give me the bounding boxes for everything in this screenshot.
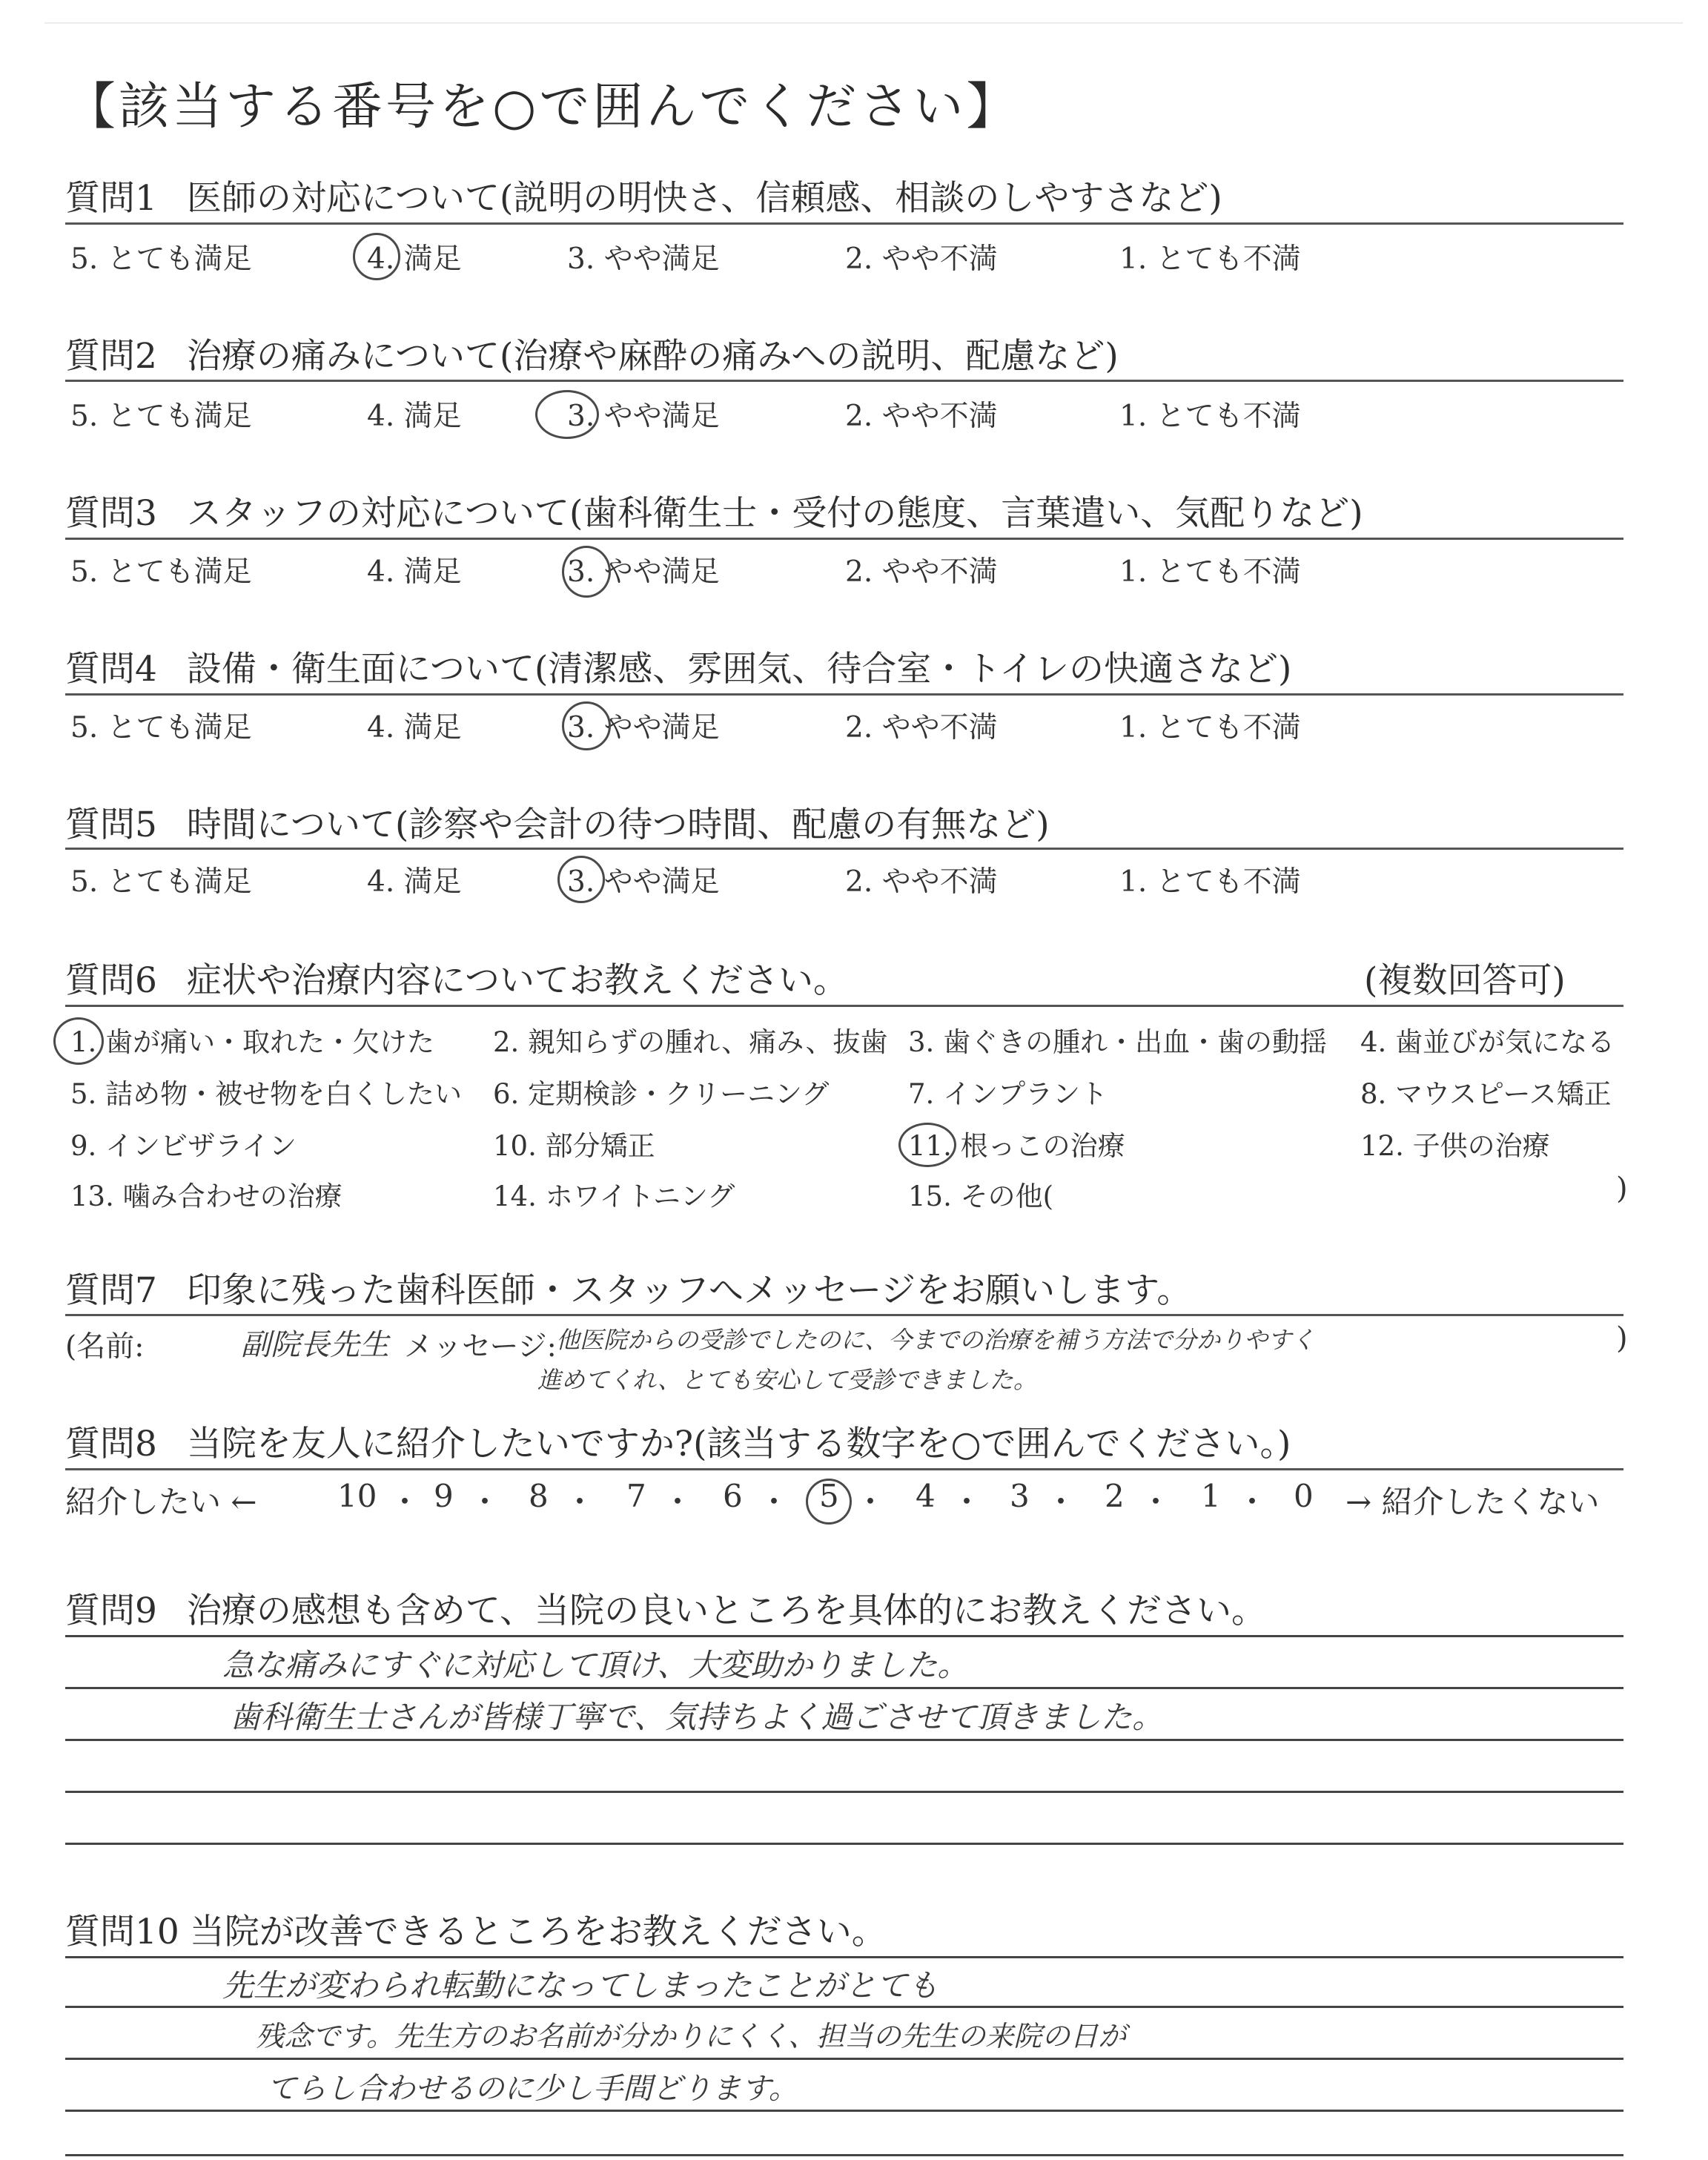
q8-text: 当院を友人に紹介したいですか?(該当する数字を○で囲んでください。): [186, 1424, 1291, 1464]
q2-selection-circle: [535, 390, 599, 439]
q3-option-1[interactable]: 1. とても不満: [1119, 555, 1301, 589]
q1-option-4[interactable]: 4. 満足: [367, 242, 462, 276]
q6-item-5[interactable]: 5. 詰め物・被せ物を白くしたい: [70, 1078, 463, 1110]
q7-message-handwritten-line1: 他医院からの受診でしたのに、今までの治療を補う方法で分かりやすく: [556, 1326, 1316, 1354]
q2-number: 質問2: [65, 336, 157, 377]
q3-text: スタッフの対応について(歯科衛生士・受付の態度、言葉遣い、気配りなど): [186, 493, 1363, 534]
q5-option-2[interactable]: 2. やや不満: [845, 865, 998, 899]
q2-option-5[interactable]: 5. とても満足: [70, 400, 252, 433]
q6-item-11[interactable]: 11. 根っこの治療: [908, 1130, 1125, 1162]
q6-item-4[interactable]: 4. 歯並びが気になる: [1360, 1026, 1615, 1058]
q9-answer-rule-5: [65, 1843, 1623, 1845]
q2-option-3[interactable]: 3. やや満足: [567, 400, 720, 433]
q4-option-3[interactable]: 3. やや満足: [567, 711, 720, 744]
q10-answer-handwritten-line3: てらし合わせるのに少し手間どります。: [267, 2072, 798, 2106]
q6-text: 症状や治療内容についてお教えください。: [186, 960, 848, 1001]
q8-scale-number-6[interactable]: 6: [723, 1478, 743, 1514]
q8-title: [65, 1416, 1291, 1466]
q10-answer-rule-5: [65, 2154, 1623, 2156]
q1-title: [65, 171, 1222, 220]
q5-option-3[interactable]: 3. やや満足: [567, 865, 720, 899]
q10-answer-handwritten-line1: 先生が変わられ転勤になってしまったことがとても: [222, 1967, 939, 2004]
q7-message-handwritten-line2: 進めてくれ、とても安心して受診できました。: [537, 1366, 1037, 1394]
q4-option-5[interactable]: 5. とても満足: [70, 711, 252, 744]
q2-title: [65, 328, 1119, 378]
q8-scale-separator: ・: [662, 1484, 694, 1520]
q4-option-4[interactable]: 4. 満足: [367, 711, 462, 744]
q7-close-paren: ): [1616, 1321, 1628, 1355]
q8-scale-separator: ・: [1237, 1484, 1268, 1520]
q10-answer-handwritten-line2: 残念です。先生方のお名前が分かりにくく、担当の先生の来院の日が: [256, 2020, 1127, 2052]
q10-text: 当院が改善できるところをお教えください。: [189, 1912, 887, 1952]
q3-option-2[interactable]: 2. やや不満: [845, 555, 998, 589]
q5-option-5[interactable]: 5. とても満足: [70, 865, 252, 899]
q1-option-2[interactable]: 2. やや不満: [845, 242, 998, 276]
q5-selection-circle: [557, 856, 605, 903]
q9-number: 質問9: [65, 1591, 157, 1631]
q6-item-11-selection-circle: [898, 1123, 956, 1167]
q2-text: 治療の痛みについて(治療や麻酔の痛みへの説明、配慮など): [186, 336, 1119, 377]
q2-option-1[interactable]: 1. とても不満: [1119, 400, 1301, 433]
q4-selection-circle: [562, 701, 611, 750]
q5-number: 質問5: [65, 805, 157, 845]
q9-answer-rule-3: [65, 1739, 1623, 1741]
q7-number: 質問7: [65, 1270, 157, 1311]
q6-item-15[interactable]: 15. その他(: [908, 1180, 1054, 1212]
q7-text: 印象に残った歯科医師・スタッフへメッセージをお願いします。: [186, 1270, 1192, 1311]
q6-item-14[interactable]: 14. ホワイトニング: [493, 1180, 735, 1212]
q10-answer-rule-1: [65, 1956, 1623, 1958]
q6-item-1[interactable]: 1. 歯が痛い・取れた・欠けた: [70, 1026, 435, 1058]
q9-answer-rule-4: [65, 1791, 1623, 1793]
q3-option-5[interactable]: 5. とても満足: [70, 555, 252, 589]
q6-other-close-paren: ): [1616, 1172, 1628, 1206]
q8-scale-separator: ・: [951, 1484, 983, 1520]
q8-scale-separator: ・: [469, 1484, 501, 1520]
q8-scale-separator: ・: [389, 1484, 421, 1520]
q1-option-3[interactable]: 3. やや満足: [567, 242, 720, 276]
q6-item-3[interactable]: 3. 歯ぐきの腫れ・出血・歯の動揺: [908, 1026, 1328, 1058]
q8-scale-separator: ・: [855, 1484, 887, 1520]
q9-answer-handwritten-line2: 歯科衛生士さんが皆様丁寧で、気持ちよく過ごさせて頂きました。: [230, 1699, 1164, 1735]
q6-number: 質問6: [65, 960, 157, 1001]
q6-item-8[interactable]: 8. マウスピース矯正: [1360, 1078, 1612, 1110]
q8-scale-separator: ・: [1045, 1484, 1077, 1520]
q3-option-3[interactable]: 3. やや満足: [567, 555, 720, 589]
q10-answer-rule-2: [65, 2006, 1623, 2008]
q8-scale-number-0[interactable]: 0: [1294, 1478, 1314, 1514]
q1-text: 医師の対応について(説明の明快さ、信頼感、相談のしやすさなど): [186, 178, 1222, 219]
q4-rule: [65, 693, 1623, 696]
q3-title: [65, 486, 1363, 535]
q9-answer-rule-1: [65, 1635, 1623, 1637]
q8-scale-number-2[interactable]: 2: [1105, 1478, 1125, 1514]
q3-selection-circle: [562, 546, 611, 598]
q8-scale-number-5[interactable]: 5: [819, 1478, 839, 1514]
q6-item-10[interactable]: 10. 部分矯正: [493, 1130, 655, 1162]
q8-not-recommend-label: → 紹介したくない: [1345, 1484, 1600, 1520]
q3-option-4[interactable]: 4. 満足: [367, 555, 462, 589]
q8-number: 質問8: [65, 1424, 157, 1464]
q4-option-2[interactable]: 2. やや不満: [845, 711, 998, 744]
q6-item-2[interactable]: 2. 親知らずの腫れ、痛み、抜歯: [493, 1026, 888, 1058]
q6-item-6[interactable]: 6. 定期検診・クリーニング: [493, 1078, 830, 1110]
q2-rule: [65, 380, 1623, 382]
q1-rule: [65, 222, 1623, 225]
q9-answer-rule-2: [65, 1687, 1623, 1689]
q10-answer-rule-3: [65, 2058, 1623, 2060]
q8-scale-number-10[interactable]: 10: [337, 1478, 377, 1514]
q8-scale-number-7[interactable]: 7: [626, 1478, 646, 1514]
q6-item-12[interactable]: 12. 子供の治療: [1360, 1130, 1550, 1162]
q6-item-1-selection-circle: [53, 1017, 104, 1065]
q4-option-1[interactable]: 1. とても不満: [1119, 711, 1301, 744]
q7-rule: [65, 1314, 1623, 1316]
form-heading: 【該当する番号を○で囲んでください】: [65, 78, 1020, 136]
q3-number: 質問3: [65, 493, 157, 534]
q5-title: [65, 797, 1050, 847]
q8-scale-separator: ・: [1140, 1484, 1172, 1520]
q10-number: 質問10: [65, 1912, 179, 1952]
q10-title: [65, 1904, 887, 1954]
q8-scale-number-4[interactable]: 4: [916, 1478, 936, 1514]
q8-scale-number-3[interactable]: 3: [1010, 1478, 1030, 1514]
q8-rule: [65, 1468, 1623, 1470]
q6-multiple-answers-note: (複数回答可): [1364, 960, 1566, 1001]
q1-option-5[interactable]: 5. とても満足: [70, 242, 252, 276]
q6-item-9[interactable]: 9. インビザライン: [70, 1130, 297, 1162]
q9-title: [65, 1583, 1266, 1633]
q6-item-13[interactable]: 13. 噛み合わせの治療: [70, 1180, 342, 1212]
q7-message-label: メッセージ:: [404, 1330, 557, 1364]
q8-scale-number-8[interactable]: 8: [529, 1478, 549, 1514]
q9-answer-handwritten-line1: 急な痛みにすぐに対応して頂け、大変助かりました。: [222, 1647, 969, 1683]
scan-edge: [44, 22, 1683, 24]
q1-number: 質問1: [65, 178, 157, 219]
q10-answer-rule-4: [65, 2110, 1623, 2112]
q1-selection-circle: [353, 233, 400, 280]
q7-title: [65, 1263, 1191, 1312]
q2-option-4[interactable]: 4. 満足: [367, 400, 462, 433]
q9-text: 治療の感想も含めて、当院の良いところを具体的にお教えください。: [186, 1591, 1266, 1631]
q5-option-1[interactable]: 1. とても不満: [1119, 865, 1301, 899]
q5-option-4[interactable]: 4. 満足: [367, 865, 462, 899]
q3-rule: [65, 538, 1623, 540]
q8-scale-number-1[interactable]: 1: [1201, 1478, 1221, 1514]
q6-rule: [65, 1005, 1623, 1007]
q8-selection-circle: [806, 1479, 852, 1525]
q1-option-1[interactable]: 1. とても不満: [1119, 242, 1301, 276]
q8-scale-number-9[interactable]: 9: [434, 1478, 454, 1514]
q4-title: [65, 641, 1291, 691]
q5-rule: [65, 848, 1623, 850]
q8-scale-separator: ・: [758, 1484, 790, 1520]
q5-text: 時間について(診察や会計の待つ時間、配慮の有無など): [186, 805, 1050, 845]
q8-recommend-label: 紹介したい ←: [65, 1484, 257, 1520]
q7-name-label: (名前:: [65, 1330, 145, 1364]
q8-scale-separator: ・: [564, 1484, 596, 1520]
q2-option-2[interactable]: 2. やや不満: [845, 400, 998, 433]
q6-title: [65, 953, 848, 1003]
q4-text: 設備・衛生面について(清潔感、雰囲気、待合室・トイレの快適さなど): [186, 649, 1292, 690]
q6-item-7[interactable]: 7. インプラント: [908, 1078, 1108, 1110]
q4-number: 質問4: [65, 649, 157, 690]
q7-name-handwritten: 副院長先生: [241, 1328, 389, 1362]
